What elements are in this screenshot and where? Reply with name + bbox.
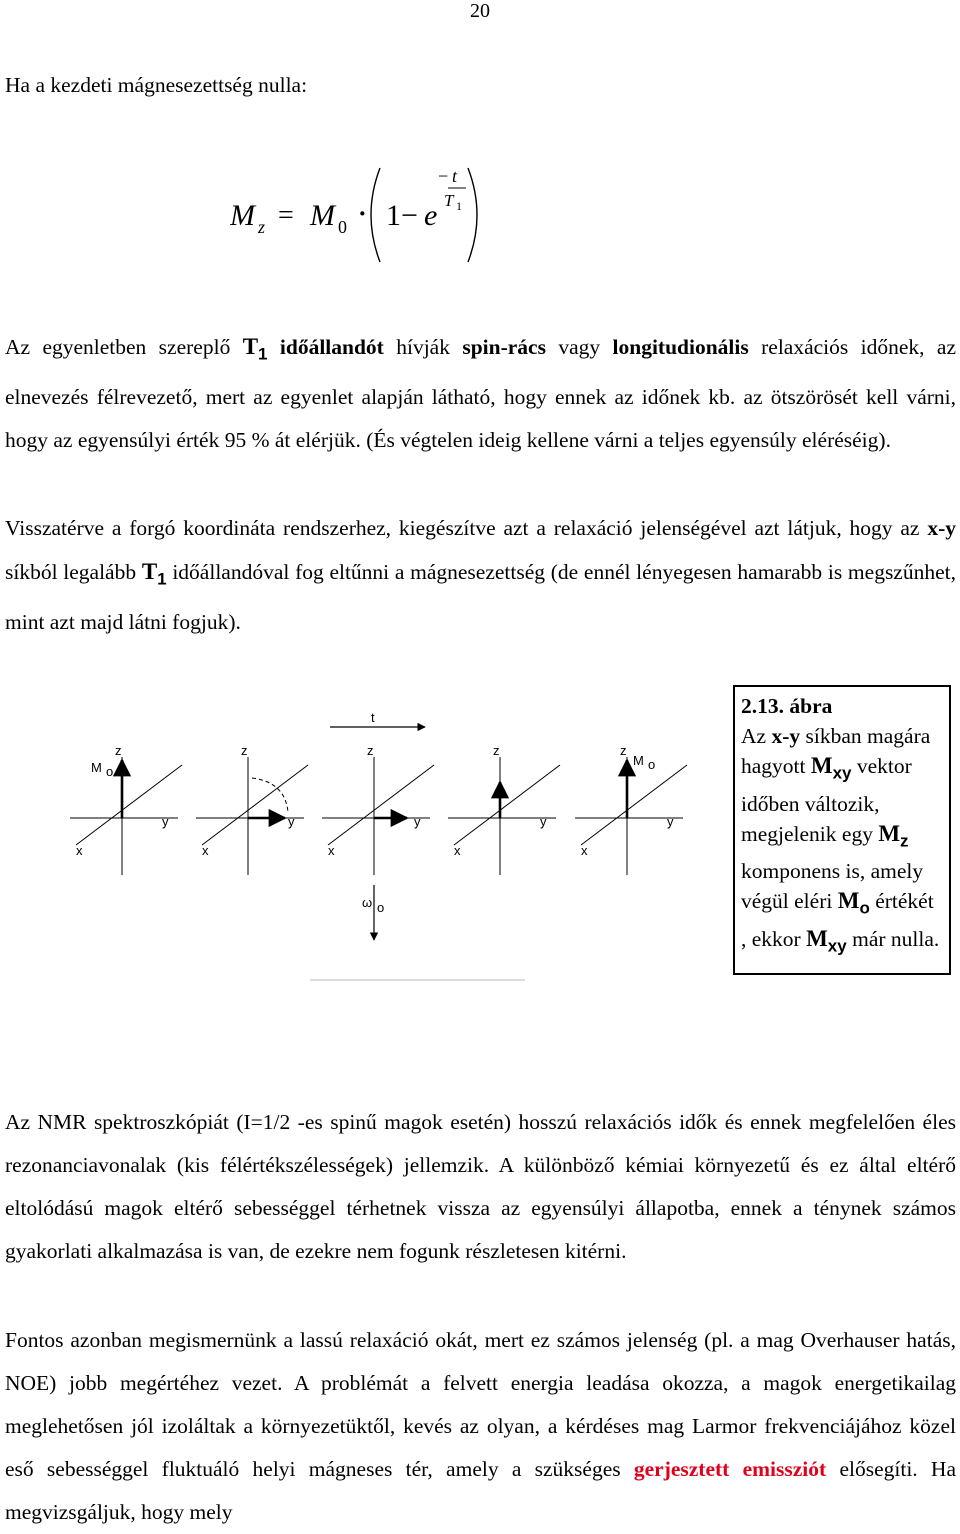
coordinate-system-5 (575, 743, 687, 875)
eq-lhs-sub: z (258, 217, 266, 237)
axis-x-label-5: x (581, 843, 588, 858)
t1-sub-2: 1 (157, 569, 167, 589)
para4-space (729, 1457, 742, 1481)
caption-title: 2.13. ábra (741, 694, 833, 718)
relaxation-equation (230, 160, 490, 270)
axis-x-label-4: x (454, 843, 461, 858)
page-number: 20 (470, 0, 490, 22)
eq-one-minus: 1− (386, 199, 418, 232)
eq-left-paren (371, 168, 380, 262)
caption-xy: x-y (771, 724, 801, 748)
eq-dot: · (358, 199, 367, 228)
coordinate-system-2 (196, 743, 308, 875)
figure-caption (733, 685, 951, 975)
caption-mxy-M: M (810, 753, 833, 778)
caption-text-6: már nulla. (846, 926, 940, 951)
eq-rhs-M: M (310, 199, 335, 232)
caption-mo-M: M (837, 888, 860, 914)
term-longitudionalis: longitudionális (612, 335, 749, 359)
paragraph-rotating-frame (5, 507, 956, 644)
t1-sub: 1 (258, 344, 268, 364)
axis-z-label-4: z (493, 743, 500, 758)
eq-equals: = (278, 200, 294, 231)
caption-text-4: komponens is, amely végül eléri (741, 859, 924, 914)
axis-y-label-1: y (162, 814, 169, 829)
axis-x-label-1: x (76, 843, 83, 858)
term-xy: x-y (927, 516, 956, 540)
para2-text-2: síkból legalább (5, 560, 142, 584)
para1-space (268, 335, 280, 359)
para2-text-3: időállandóval fog eltűnni a mágnesezettség (de ennél lényegesen hamarabb is megszűnhet, mint azt majd látni fogjuk). (5, 560, 956, 634)
axis-y-label-3: y (414, 814, 421, 829)
t1-symbol-2 (141, 559, 167, 589)
caption-text-3: vektor időben változik, megjelenik egy (741, 754, 912, 846)
caption-mz (878, 820, 909, 851)
term-spin-racs: spin-rács (462, 335, 546, 359)
caption-mxy (810, 753, 852, 783)
eq-e: e (424, 199, 438, 232)
para1-text-2: hívják (383, 335, 463, 359)
axis-z-label-1: z (115, 743, 122, 758)
paragraph-relaxation-cause (5, 1319, 956, 1534)
axis-z-label-5: z (620, 743, 627, 758)
eq-exp-minus: − (438, 166, 449, 186)
caption-text-5: értékét , ekkor (741, 889, 934, 951)
axis-x-label-3: x (328, 843, 335, 858)
omega-label: ω (362, 895, 373, 910)
eq-exp-den-sub: 1 (456, 199, 462, 213)
caption-mxy-2 (806, 925, 847, 956)
caption-mxy2-sub: xy (827, 936, 847, 956)
t1-T: T (242, 334, 259, 359)
omega-sub: o (377, 900, 385, 915)
axis-y-label-2: y (288, 814, 295, 829)
para4-text-2: elősegíti. Ha megvizsgáljuk, hogy mely (5, 1457, 956, 1524)
t1-T-2: T (141, 559, 158, 584)
caption-mz-M: M (878, 820, 901, 846)
eq-exp-den-T: T (444, 191, 454, 210)
axis-y-label-4: y (540, 814, 547, 829)
time-label: t (371, 710, 375, 725)
eq-exp-num: t (452, 166, 458, 186)
m0-label-1: M (91, 760, 102, 775)
caption-mz-sub: z (900, 831, 909, 851)
axis-y-label-5: y (667, 814, 674, 829)
caption-mxy2-M: M (806, 925, 828, 951)
term-idoallando: időállandót (279, 335, 384, 359)
term-emissziot: emissziót (742, 1457, 827, 1481)
m0-sub-1: o (106, 764, 114, 779)
caption-text-1: Az (741, 724, 772, 748)
t1-symbol (242, 334, 268, 364)
m0-label-5: M (633, 753, 644, 768)
para2-text-1: Visszatérve a forgó koordináta rendszerhez, kiegészítve azt a relaxáció jelenségével azt látjuk, hogy az (5, 516, 928, 540)
intro-text: Ha a kezdeti mágnesezettség nulla: (5, 73, 308, 97)
para1-text-4: relaxációs időnek, az elnevezés félrevezető, mert az egyenlet alapján látható, hogy ennek az időnek kb. az ötszörösét kell várni, hogy az egyensúlyi érték 95 % át elérjük. (És végtelen ideig kellene várni a teljes egyensúly eléréséig). (5, 335, 956, 452)
para1-text-3: vagy (545, 335, 613, 359)
axis-z-label-3: z (367, 743, 374, 758)
paragraph-t1 (5, 325, 956, 462)
caption-mo (837, 888, 870, 918)
eq-lhs-M: M (230, 199, 255, 232)
coordinate-system-1 (70, 743, 182, 875)
eq-rhs-sub: 0 (338, 217, 347, 237)
caption-mo-sub: o (859, 898, 870, 918)
term-gerjesztett: gerjesztett (633, 1457, 730, 1481)
caption-text-2: síkban magára hagyott (741, 724, 931, 778)
rotation-arc (252, 778, 288, 812)
para1-text-1: Az egyenletben szereplő (5, 335, 243, 359)
relaxation-figure (60, 700, 730, 990)
caption-mxy-sub: xy (832, 763, 852, 783)
coordinate-system-3 (322, 743, 434, 940)
coordinate-system-4 (448, 743, 560, 875)
eq-right-paren (468, 168, 477, 262)
para4-text-1: Fontos azonban megismernünk a lassú relaxáció okát, mert ez számos jelenség (pl. a mag Overhauser hatás, NOE) jobb megértéhez vezet. A problémát a felvett energia leadása okozza, a magok energetikailag meglehetősen jól izoláltak a környezetüktől, kevés az olyan, a kérdéses mag Larmor frekvenciájához közel eső sebességgel fluktuáló helyi mágneses tér, amely a szükséges (5, 1328, 956, 1481)
paragraph-nmr: Az NMR spektroszkópiát (I=1/2 -es spinű magok esetén) hosszú relaxációs idők és ennek megfelelően éles rezonanciavonalak (kis félértékszélességek) jellemzik. A különböző kémiai környezetű és ez által eltérő eltolódású magok eltérő sebességgel térhetnek vissza az egyensúlyi állapotba, ennek a ténynek számos gyakorlati alkalmazása is van, de ezekre nem fogunk részletesen kitérni. (5, 1110, 956, 1263)
axis-z-label-2: z (241, 743, 248, 758)
axis-x-label-2: x (202, 843, 209, 858)
m0-sub-5: o (648, 757, 656, 772)
